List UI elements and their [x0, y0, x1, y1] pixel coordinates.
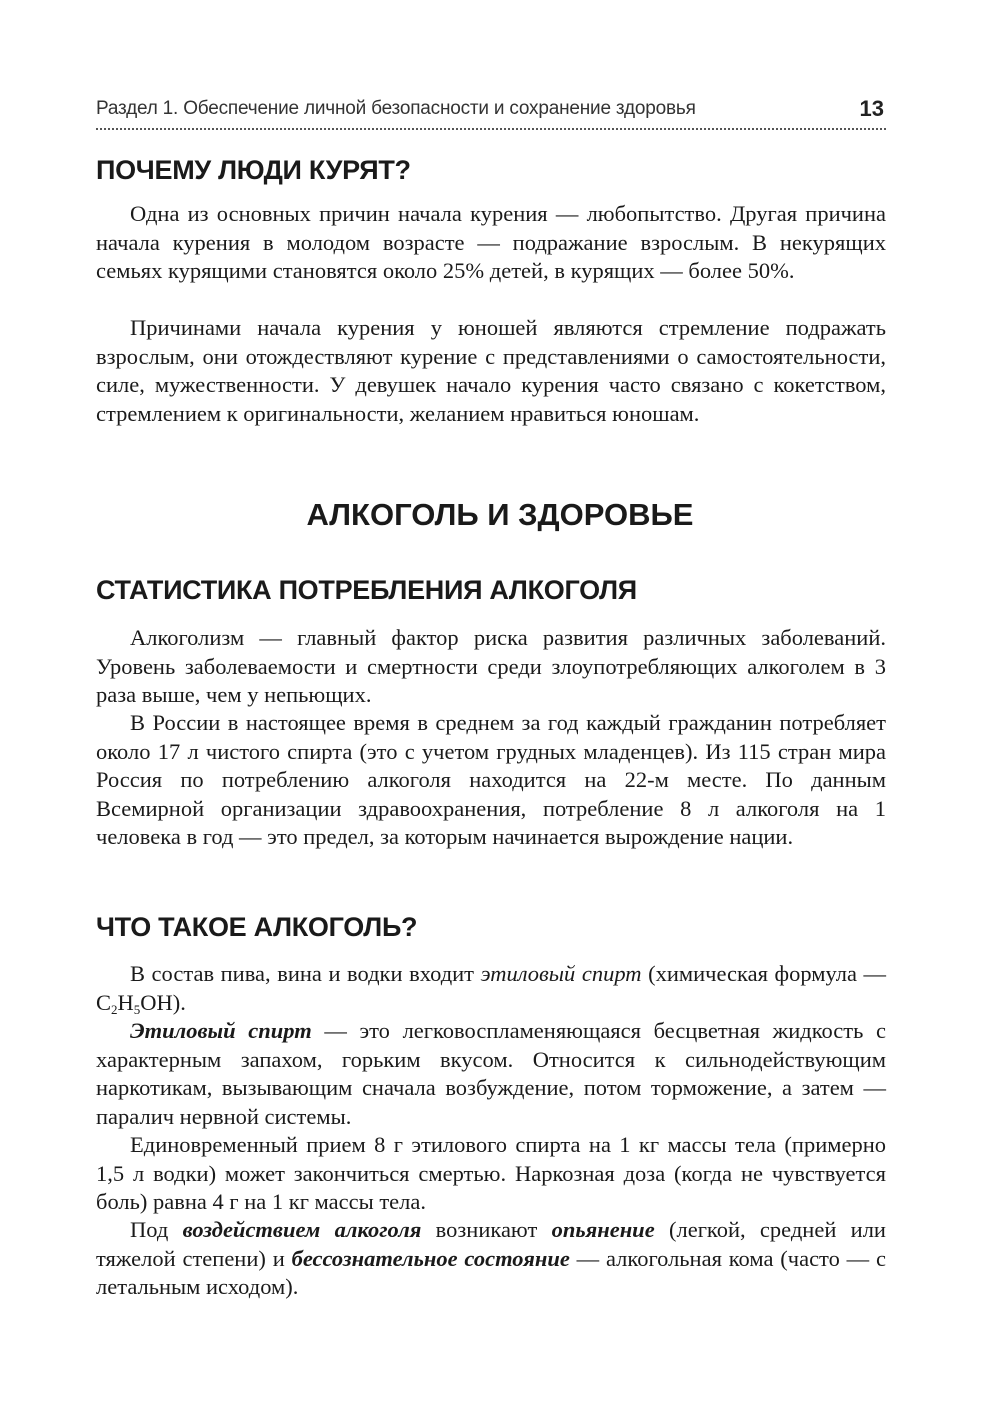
- paragraph-alcohol-2: [96, 1017, 886, 1131]
- running-header: [96, 96, 886, 130]
- text-run: — алкогольная кома (часто — с летальным исходом).: [96, 1245, 886, 1299]
- subscript-2: 2: [111, 1001, 118, 1017]
- paragraph-statistics-1: Алкоголизм — главный фактор риска развития различных заболеваний. Уровень заболеваемости и смертности среди злоупотребляющих алкоголем в 3 раза выше, чем у непьющих.: [96, 625, 886, 707]
- paragraph-alcohol-4: [96, 1216, 886, 1302]
- text-run: Под: [130, 1217, 183, 1242]
- text-run: H: [117, 989, 134, 1015]
- text-run: OH).: [140, 989, 186, 1015]
- term-unconsciousness: бессознательное состояние: [291, 1245, 570, 1271]
- page-number: 13: [859, 96, 884, 121]
- heading-why-smoke: ПОЧЕМУ ЛЮДИ КУРЯТ?: [96, 155, 411, 185]
- paragraph-alcohol-1: [96, 960, 886, 1017]
- running-title: Раздел 1. Обеспечение личной безопасности и сохранение здоровья: [96, 98, 696, 119]
- heading-statistics: СТАТИСТИКА ПОТРЕБЛЕНИЯ АЛКОГОЛЯ: [96, 575, 637, 605]
- text-run: (химическая формула — C: [96, 961, 887, 1015]
- text-run: возникают: [421, 1217, 552, 1242]
- term-ethyl-alcohol-bold: Этиловый спирт: [130, 1018, 312, 1043]
- term-intoxication: опьянение: [551, 1217, 655, 1242]
- paragraph-alcohol-3: Единовременный прием 8 г этилового спирта на 1 кг массы тела (примерно 1,5 л водки) может закончиться смертью. Наркозная доза (когда не чувствуется боль) равна 4 г на 1 кг массы тела.: [96, 1132, 886, 1214]
- subscript-5: 5: [133, 1001, 141, 1017]
- heading-what-is-alcohol: ЧТО ТАКОЕ АЛКОГОЛЬ?: [96, 912, 418, 942]
- term-alcohol-impact: воздействием алкоголя: [182, 1217, 422, 1242]
- text-run: — это легковоспламеняющаяся бесцветная жидкость с характерным запахом, горьким вкусом. Относится к сильнодействующим наркотикам, вызывающим сначала возбуждение, потом торможение, а затем — паралич нервной системы.: [96, 1018, 886, 1129]
- chapter-title: АЛКОГОЛЬ И ЗДОРОВЬЕ: [306, 497, 694, 532]
- paragraph-smoking-1: Одна из основных причин начала курения — любопытство. Другая причина начала курения в молодом возрасте — подражание взрослым. В некурящих семьях курящими становятся около 25% детей, в курящих — более 50%.: [96, 201, 886, 283]
- paragraph-statistics-2: В России в настоящее время в среднем за год каждый гражданин потребляет около 17 л чистого спирта (это с учетом грудных младенцев). Из 115 стран мира Россия по потреблению алкоголя находится на 22-м месте. По данным Всемирной организации здравоохранения, потребление 8 л алкоголя на 1 человека в год — это предел, за которым начинается вырождение нации.: [96, 710, 886, 849]
- text-run: В состав пива, вина и водки входит: [130, 961, 481, 986]
- paragraph-smoking-2: Причинами начала курения у юношей являются стремление подражать взрослым, они отождествляют курение с представлениями о самостоятельности, силе, мужественности. У девушек начало курения часто связано с кокетством, стремлением к оригинальности, желанием нравиться юношам.: [96, 315, 886, 426]
- text-run: (легкой, средней или тяжелой степени) и: [96, 1217, 886, 1271]
- term-ethyl-alcohol-italic: этиловый спирт: [480, 961, 642, 986]
